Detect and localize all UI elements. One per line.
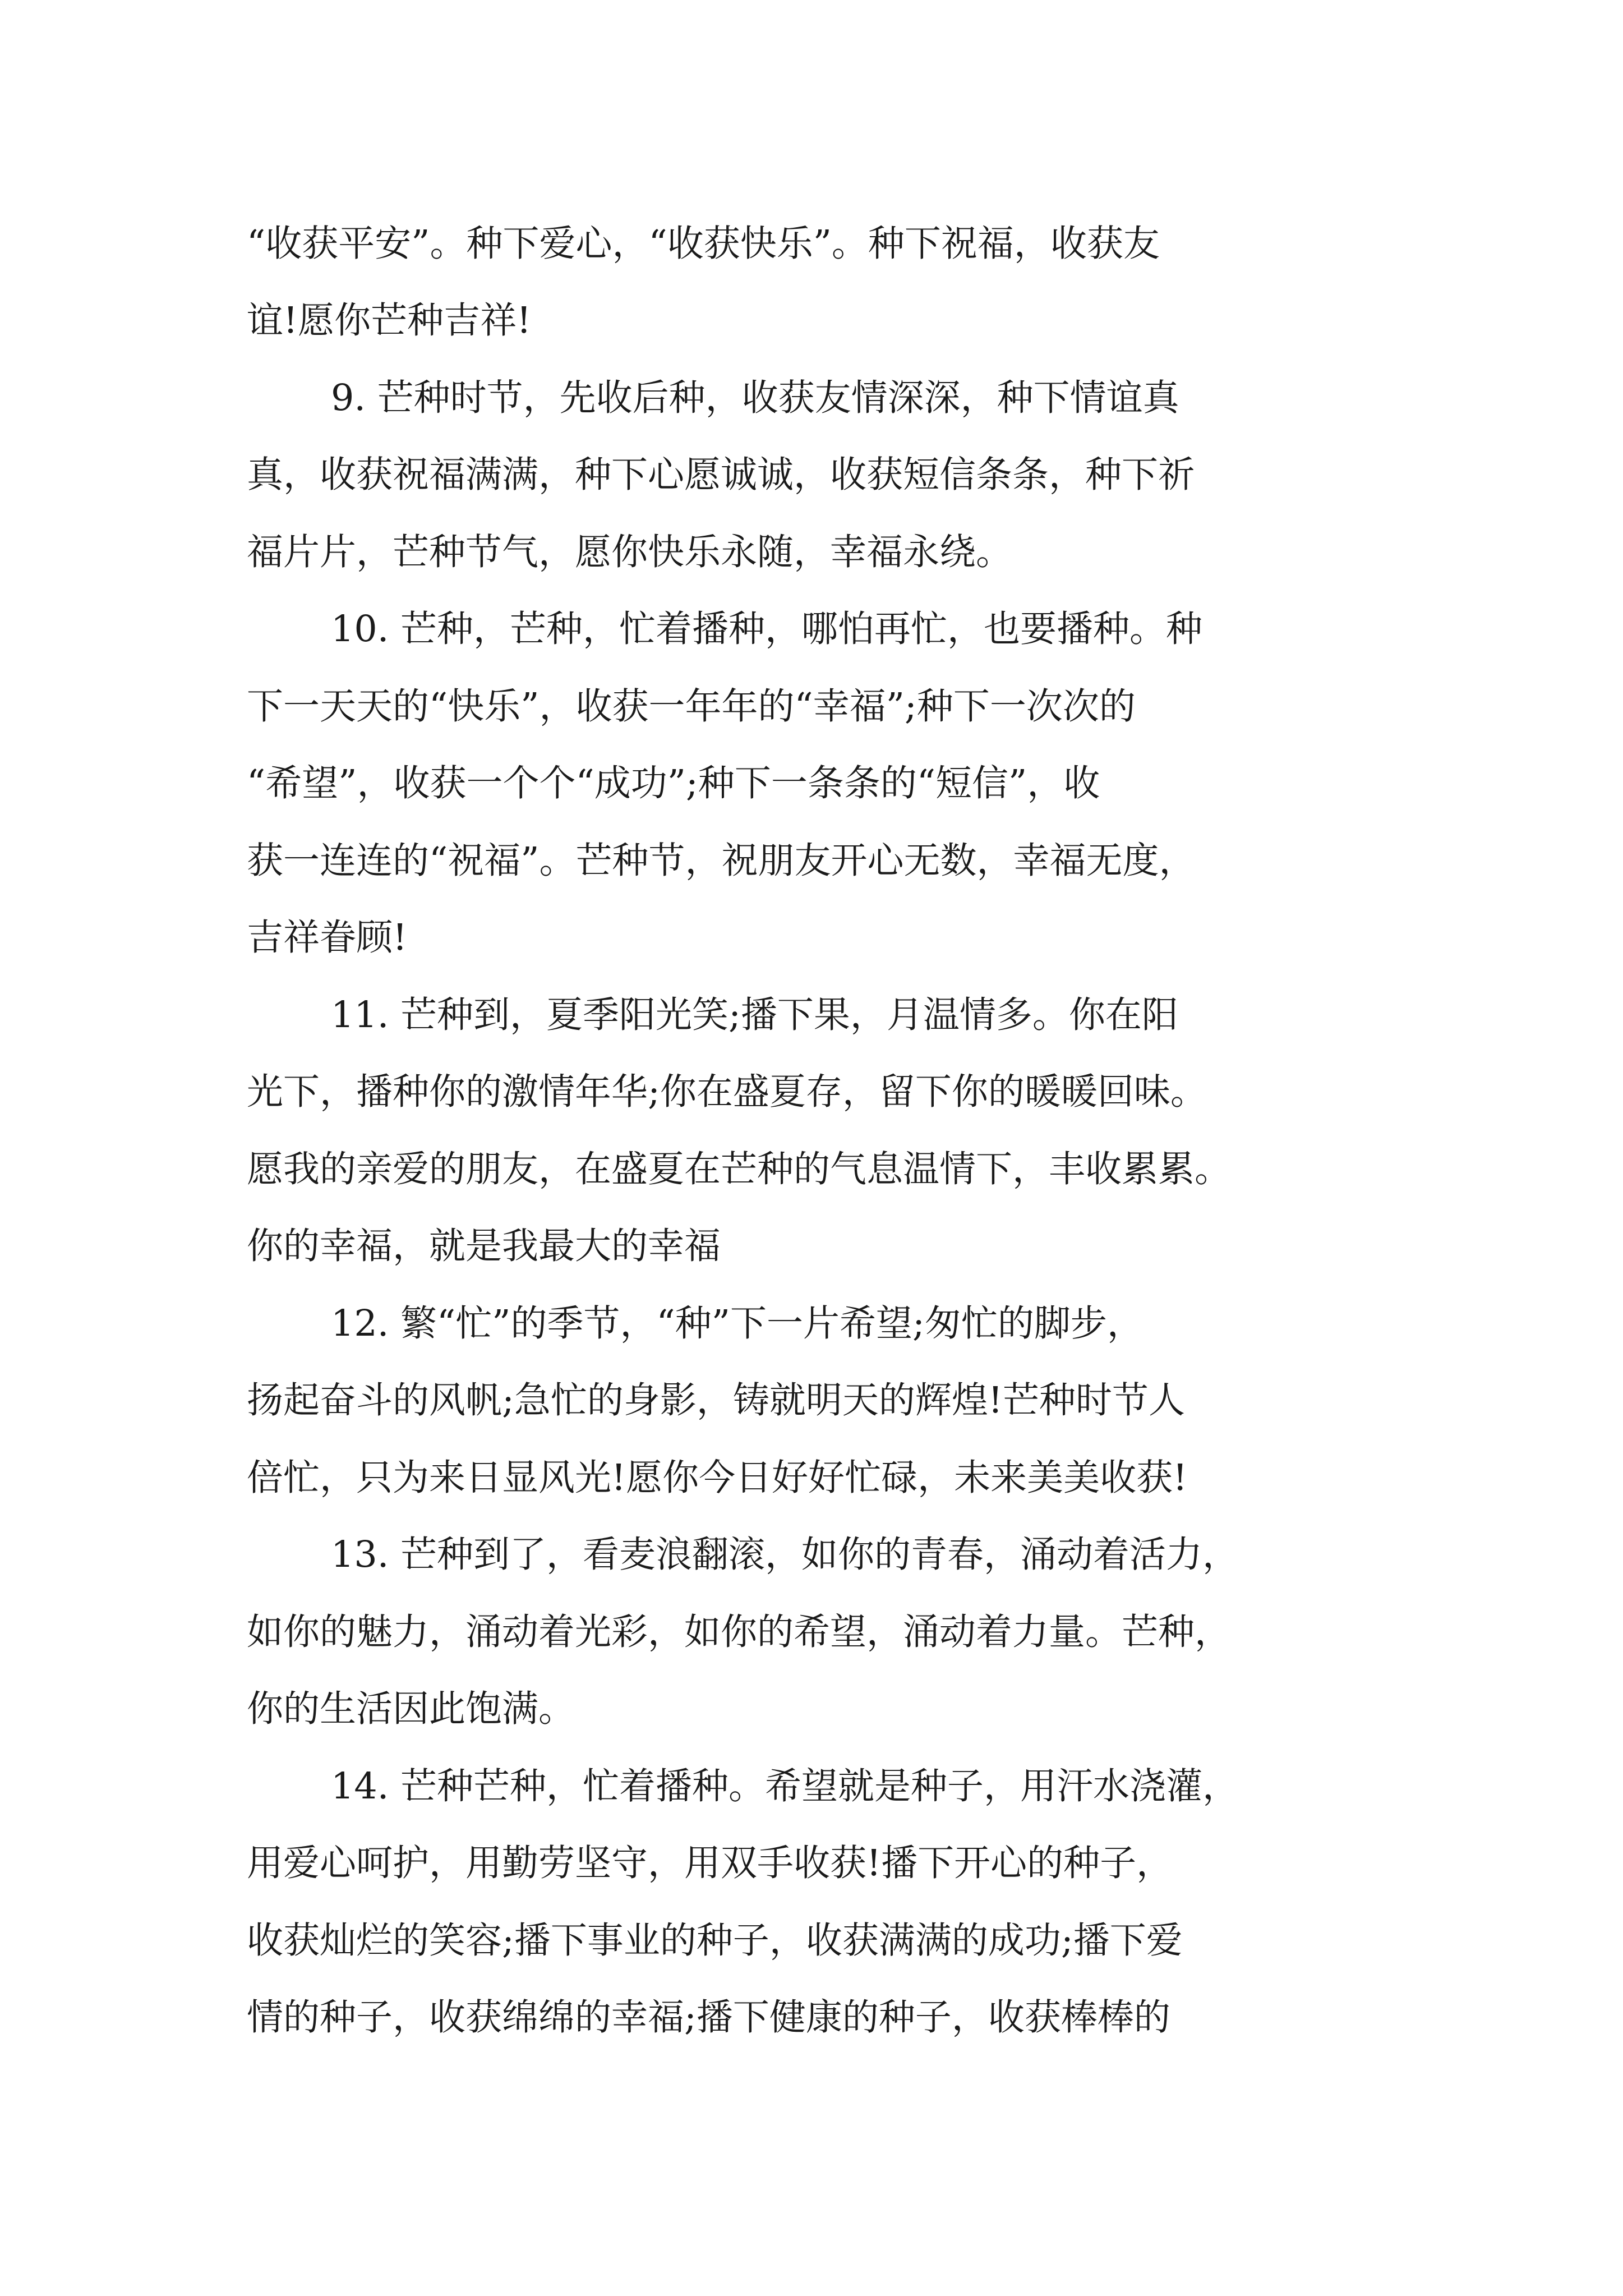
- paragraph-13-start: 13. 芒种到了，看麦浪翻滚，如你的青春，涌动着活力，: [331, 1534, 1239, 1576]
- text-line: 光下，播种你的激情年华;你在盛夏存，留下你的暖暖回味。: [247, 1071, 1207, 1113]
- text-line: 愿我的亲爱的朋友，在盛夏在芒种的气息温情下，丰收累累。: [247, 1148, 1232, 1190]
- text-line: 倍忙，只为来日显风光!愿你今日好好忙碌，未来美美收获!: [247, 1457, 1188, 1499]
- paragraph-9-start: 9. 芒种时节，先收后种，收获友情深深，种下情谊真: [331, 377, 1179, 419]
- paragraph-11-start: 11. 芒种到，夏季阳光笑;播下果，月温情多。你在阳: [331, 994, 1178, 1036]
- text-line: 谊!愿你芒种吉祥!: [247, 300, 532, 342]
- paragraph-12-start: 12. 繁“忙”的季节，“种”下一片希望;匆忙的脚步，: [331, 1303, 1144, 1345]
- text-line: 真，收获祝福满满，种下心愿诚诚，收获短信条条，种下祈: [247, 454, 1195, 496]
- text-line: 情的种子，收获绵绵的幸福;播下健康的种子，收获棒棒的: [247, 1996, 1170, 2039]
- text-line: “收获平安”。种下爱心，“收获快乐”。种下祝福，收获友: [247, 223, 1160, 265]
- text-line: 下一天天的“快乐”，收获一年年的“幸福”;种下一次次的: [247, 685, 1136, 728]
- text-line: 扬起奋斗的风帆;急忙的身影，铸就明天的辉煌!芒种时节人: [247, 1379, 1186, 1421]
- text-line: “希望”，收获一个个“成功”;种下一条条的“短信”，收: [247, 762, 1100, 804]
- text-line: 如你的魅力，涌动着光彩，如你的希望，涌动着力量。芒种，: [247, 1611, 1232, 1653]
- paragraph-14-start: 14. 芒种芒种，忙着播种。希望就是种子，用汗水浇灌，: [331, 1765, 1239, 1807]
- text-line: 你的生活因此饱满。: [247, 1688, 575, 1730]
- text-line: 用爱心呵护，用勤劳坚守，用双手收获!播下开心的种子，: [247, 1842, 1173, 1884]
- text-line: 你的幸福，就是我最大的幸福: [247, 1225, 721, 1267]
- text-line: 获一连连的“祝福”。芒种节，祝朋友开心无数，幸福无度，: [247, 840, 1196, 882]
- text-line: 福片片，芒种节气，愿你快乐永随，幸福永绕。: [247, 531, 1013, 573]
- text-line: 吉祥眷顾!: [247, 917, 408, 959]
- paragraph-10-start: 10. 芒种，芒种，忙着播种，哪怕再忙，也要播种。种: [331, 608, 1203, 650]
- text-line: 收获灿烂的笑容;播下事业的种子，收获满满的成功;播下爱: [247, 1920, 1183, 1962]
